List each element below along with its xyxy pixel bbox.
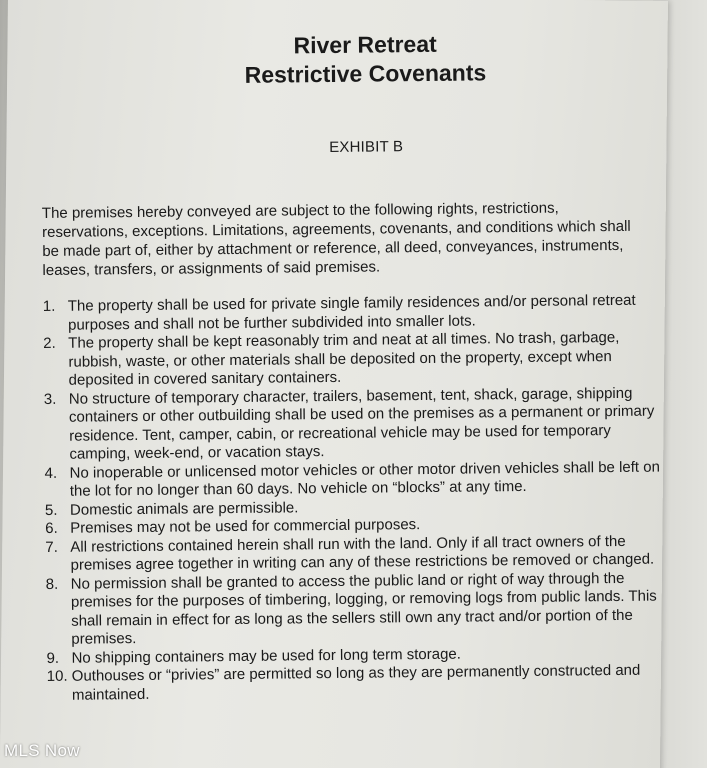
intro-paragraph: The premises hereby conveyed are subject to the following rights, restrictions, reservations, exceptions. Limitations, agreements, covenants, and conditions which shall be made part of, either by attachment or reference, all deed, conveyances, instruments, leases, transfers, or assignments of said premises.	[41, 199, 631, 279]
covenant-text: No shipping containers may be used for long term storage.	[71, 645, 461, 667]
covenant-number: 1.	[42, 297, 56, 315]
title-line-2: Restrictive Covenants	[244, 59, 487, 88]
covenant-number: 8.	[45, 575, 59, 593]
covenant-text: No inoperable or unlicensed motor vehicles or other motor driven vehicles shall be left on the lot for no longer than 60 days. No vehicle on “blocks” at any time.	[69, 458, 660, 500]
covenant-number: 7.	[45, 538, 58, 556]
covenant-number: 5.	[44, 501, 58, 519]
covenant-text: The property shall be kept reasonably trim and neat at all times. No trash, garbage, rubbish, waste, or other materials shall be deposited on the property, except when deposited in covered sanitary containers.	[68, 328, 620, 389]
covenant-item	[43, 328, 674, 390]
document-title	[40, 27, 671, 92]
document-content	[40, 27, 677, 705]
title-line-1: River Retreat	[293, 30, 437, 59]
watermark-logo: MLS Now	[4, 741, 80, 760]
covenant-text: Domestic animals are permissible.	[69, 498, 299, 519]
covenant-number: 10.	[46, 667, 68, 685]
covenant-text: No permission shall be granted to access the public land or right of way through the premises for the purposes of timbering, logging, or removing logs from public lands. This shall remain in effect for as long as the sellers still own any tract and/or portion of the premises.	[70, 569, 657, 648]
covenant-number: 6.	[45, 519, 58, 537]
covenant-number: 2.	[43, 334, 56, 352]
covenant-list	[43, 291, 677, 705]
covenant-text: The property shall be used for private single family residences and/or personal retreat purposes and shall not be further subdivided into smaller lots.	[67, 291, 636, 334]
covenant-item	[44, 384, 675, 465]
covenant-text: All restrictions contained herein shall run with the land. Only if all tract owners of the premises agree together in writing can any of these restrictions be removed or changed.	[70, 532, 655, 574]
covenant-number: 4.	[44, 464, 58, 482]
covenant-text: Premises may not be used for commercial purposes.	[70, 516, 421, 537]
covenant-number: 3.	[43, 390, 57, 408]
covenant-item	[46, 569, 677, 650]
covenant-text: No structure of temporary character, trailers, basement, tent, shack, garage, shipping containers or other outbuilding shall be used on the premises as a permanent or primary residence. Tent, camper, cabin, or recreational vehicle may be used for temporary camping, week-end, or vacation stays.	[68, 384, 655, 463]
covenant-number: 9.	[46, 649, 60, 667]
covenant-text: Outhouses or “privies” are permitted so long as they are permanently constructed and maintained.	[71, 661, 641, 704]
exhibit-label: EXHIBIT B	[329, 138, 404, 156]
covenant-item	[47, 661, 677, 705]
